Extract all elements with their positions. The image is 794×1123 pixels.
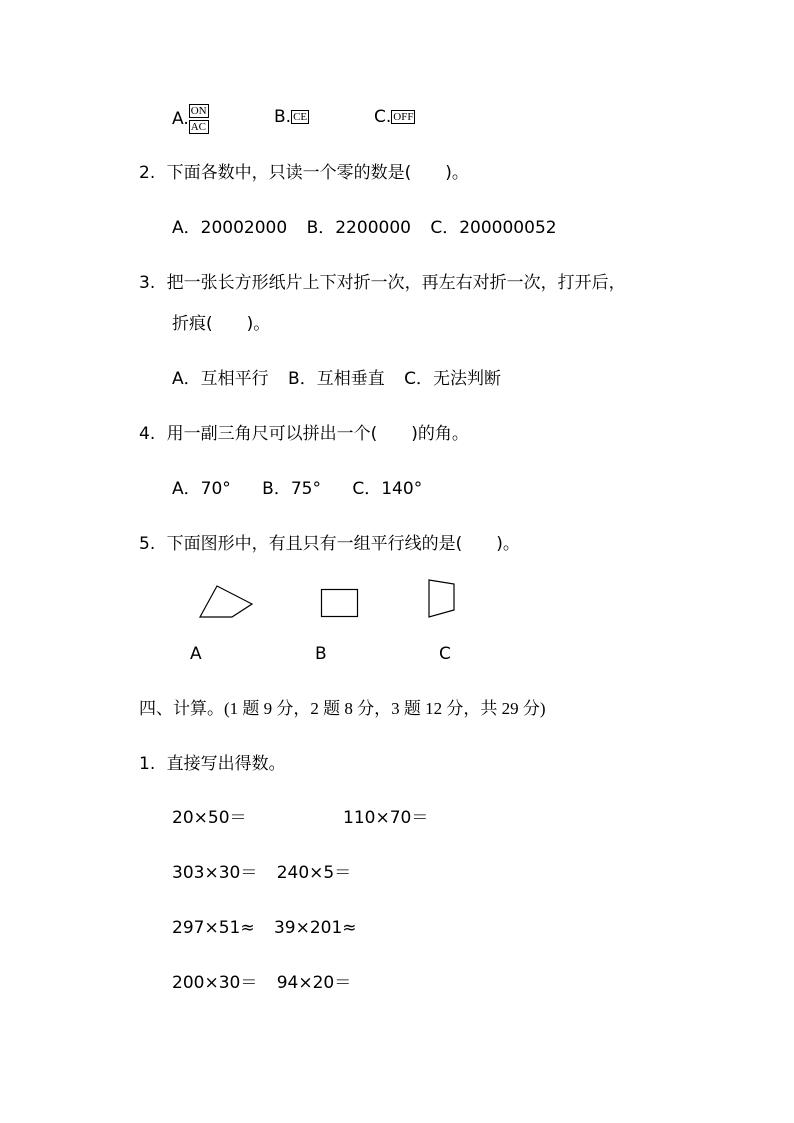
calc1-row2-b: 240×5＝ xyxy=(276,863,352,883)
q1-option-a xyxy=(172,104,209,134)
on-key-label: ON xyxy=(190,105,207,117)
q2-option-a: A．20002000 xyxy=(172,218,288,238)
q2-question xyxy=(139,162,469,184)
q4-text: 用一副三角尺可以拼出一个( )的角。 xyxy=(166,424,469,444)
calc1-number: 1. xyxy=(139,754,156,774)
q3-text-cont: 折痕( )。 xyxy=(172,314,271,334)
q5-question xyxy=(139,533,520,555)
q4-number: 4. xyxy=(139,424,156,444)
q4-question xyxy=(139,423,469,445)
q5-text: 下面图形中，有且只有一组平行线的是( )。 xyxy=(166,534,520,554)
ce-key-icon: CE xyxy=(293,111,308,123)
q3-question-cont xyxy=(172,313,270,335)
q2-options xyxy=(172,217,557,239)
section-4-heading: 四、计算。(1 题 9 分，2 题 8 分，3 题 12 分，共 29 分) xyxy=(139,699,546,718)
q5-number: 5. xyxy=(139,534,156,554)
calc1-row2 xyxy=(172,862,351,884)
shape-label-a: A xyxy=(190,644,202,664)
shape-label-b: B xyxy=(315,644,327,664)
q3-text: 把一张长方形纸片上下对折一次，再左右对折一次，打开后， xyxy=(166,273,626,293)
shape-b-rectangle-icon xyxy=(320,588,360,618)
calc1-row3 xyxy=(172,917,357,939)
q4-options xyxy=(172,478,422,500)
shape-label-c: C xyxy=(439,644,451,664)
q1-option-c-label: C. xyxy=(374,107,392,127)
calc1-row4-b: 94×20＝ xyxy=(276,973,352,993)
calc1-row1-b: 110×70＝ xyxy=(343,808,429,828)
shape-c-trapezoid-icon xyxy=(424,578,458,620)
q2-option-b: B．2200000 xyxy=(306,218,411,238)
q2-option-c: C．200000052 xyxy=(430,218,557,238)
calc1-row3-a: 297×51≈ xyxy=(172,918,255,938)
q1-option-b-label: B. xyxy=(274,107,292,127)
q3-option-b: B．互相垂直 xyxy=(288,369,385,389)
shape-a-quadrilateral-icon xyxy=(198,584,256,620)
q3-option-c: C．无法判断 xyxy=(404,369,501,389)
q4-option-a: A．70° xyxy=(172,479,231,499)
ac-key-label: AC xyxy=(189,120,209,134)
calc1-row4-a: 200×30＝ xyxy=(172,973,258,993)
q4-option-c: C．140° xyxy=(352,479,423,499)
on-ac-key-icon xyxy=(189,104,209,134)
q1-option-a-label: A. xyxy=(172,109,189,129)
q1-option-c xyxy=(374,106,415,128)
q3-number: 3. xyxy=(139,273,156,293)
q3-option-a: A．互相平行 xyxy=(172,369,269,389)
q1-option-b xyxy=(274,106,309,128)
q2-number: 2. xyxy=(139,163,156,183)
q3-options xyxy=(172,368,501,390)
calc1-text: 直接写出得数。 xyxy=(166,754,286,774)
calc1-question xyxy=(139,753,286,775)
calc1-row4 xyxy=(172,972,351,994)
calc1-row2-a: 303×30＝ xyxy=(172,863,258,883)
calc1-row3-b: 39×201≈ xyxy=(273,918,357,938)
q4-option-b: B．75° xyxy=(262,479,321,499)
q3-question xyxy=(139,272,626,294)
off-key-icon: OFF xyxy=(393,111,414,123)
q2-text: 下面各数中，只读一个零的数是( )。 xyxy=(166,163,469,183)
calc1-row1-a: 20×50＝ xyxy=(172,808,247,828)
